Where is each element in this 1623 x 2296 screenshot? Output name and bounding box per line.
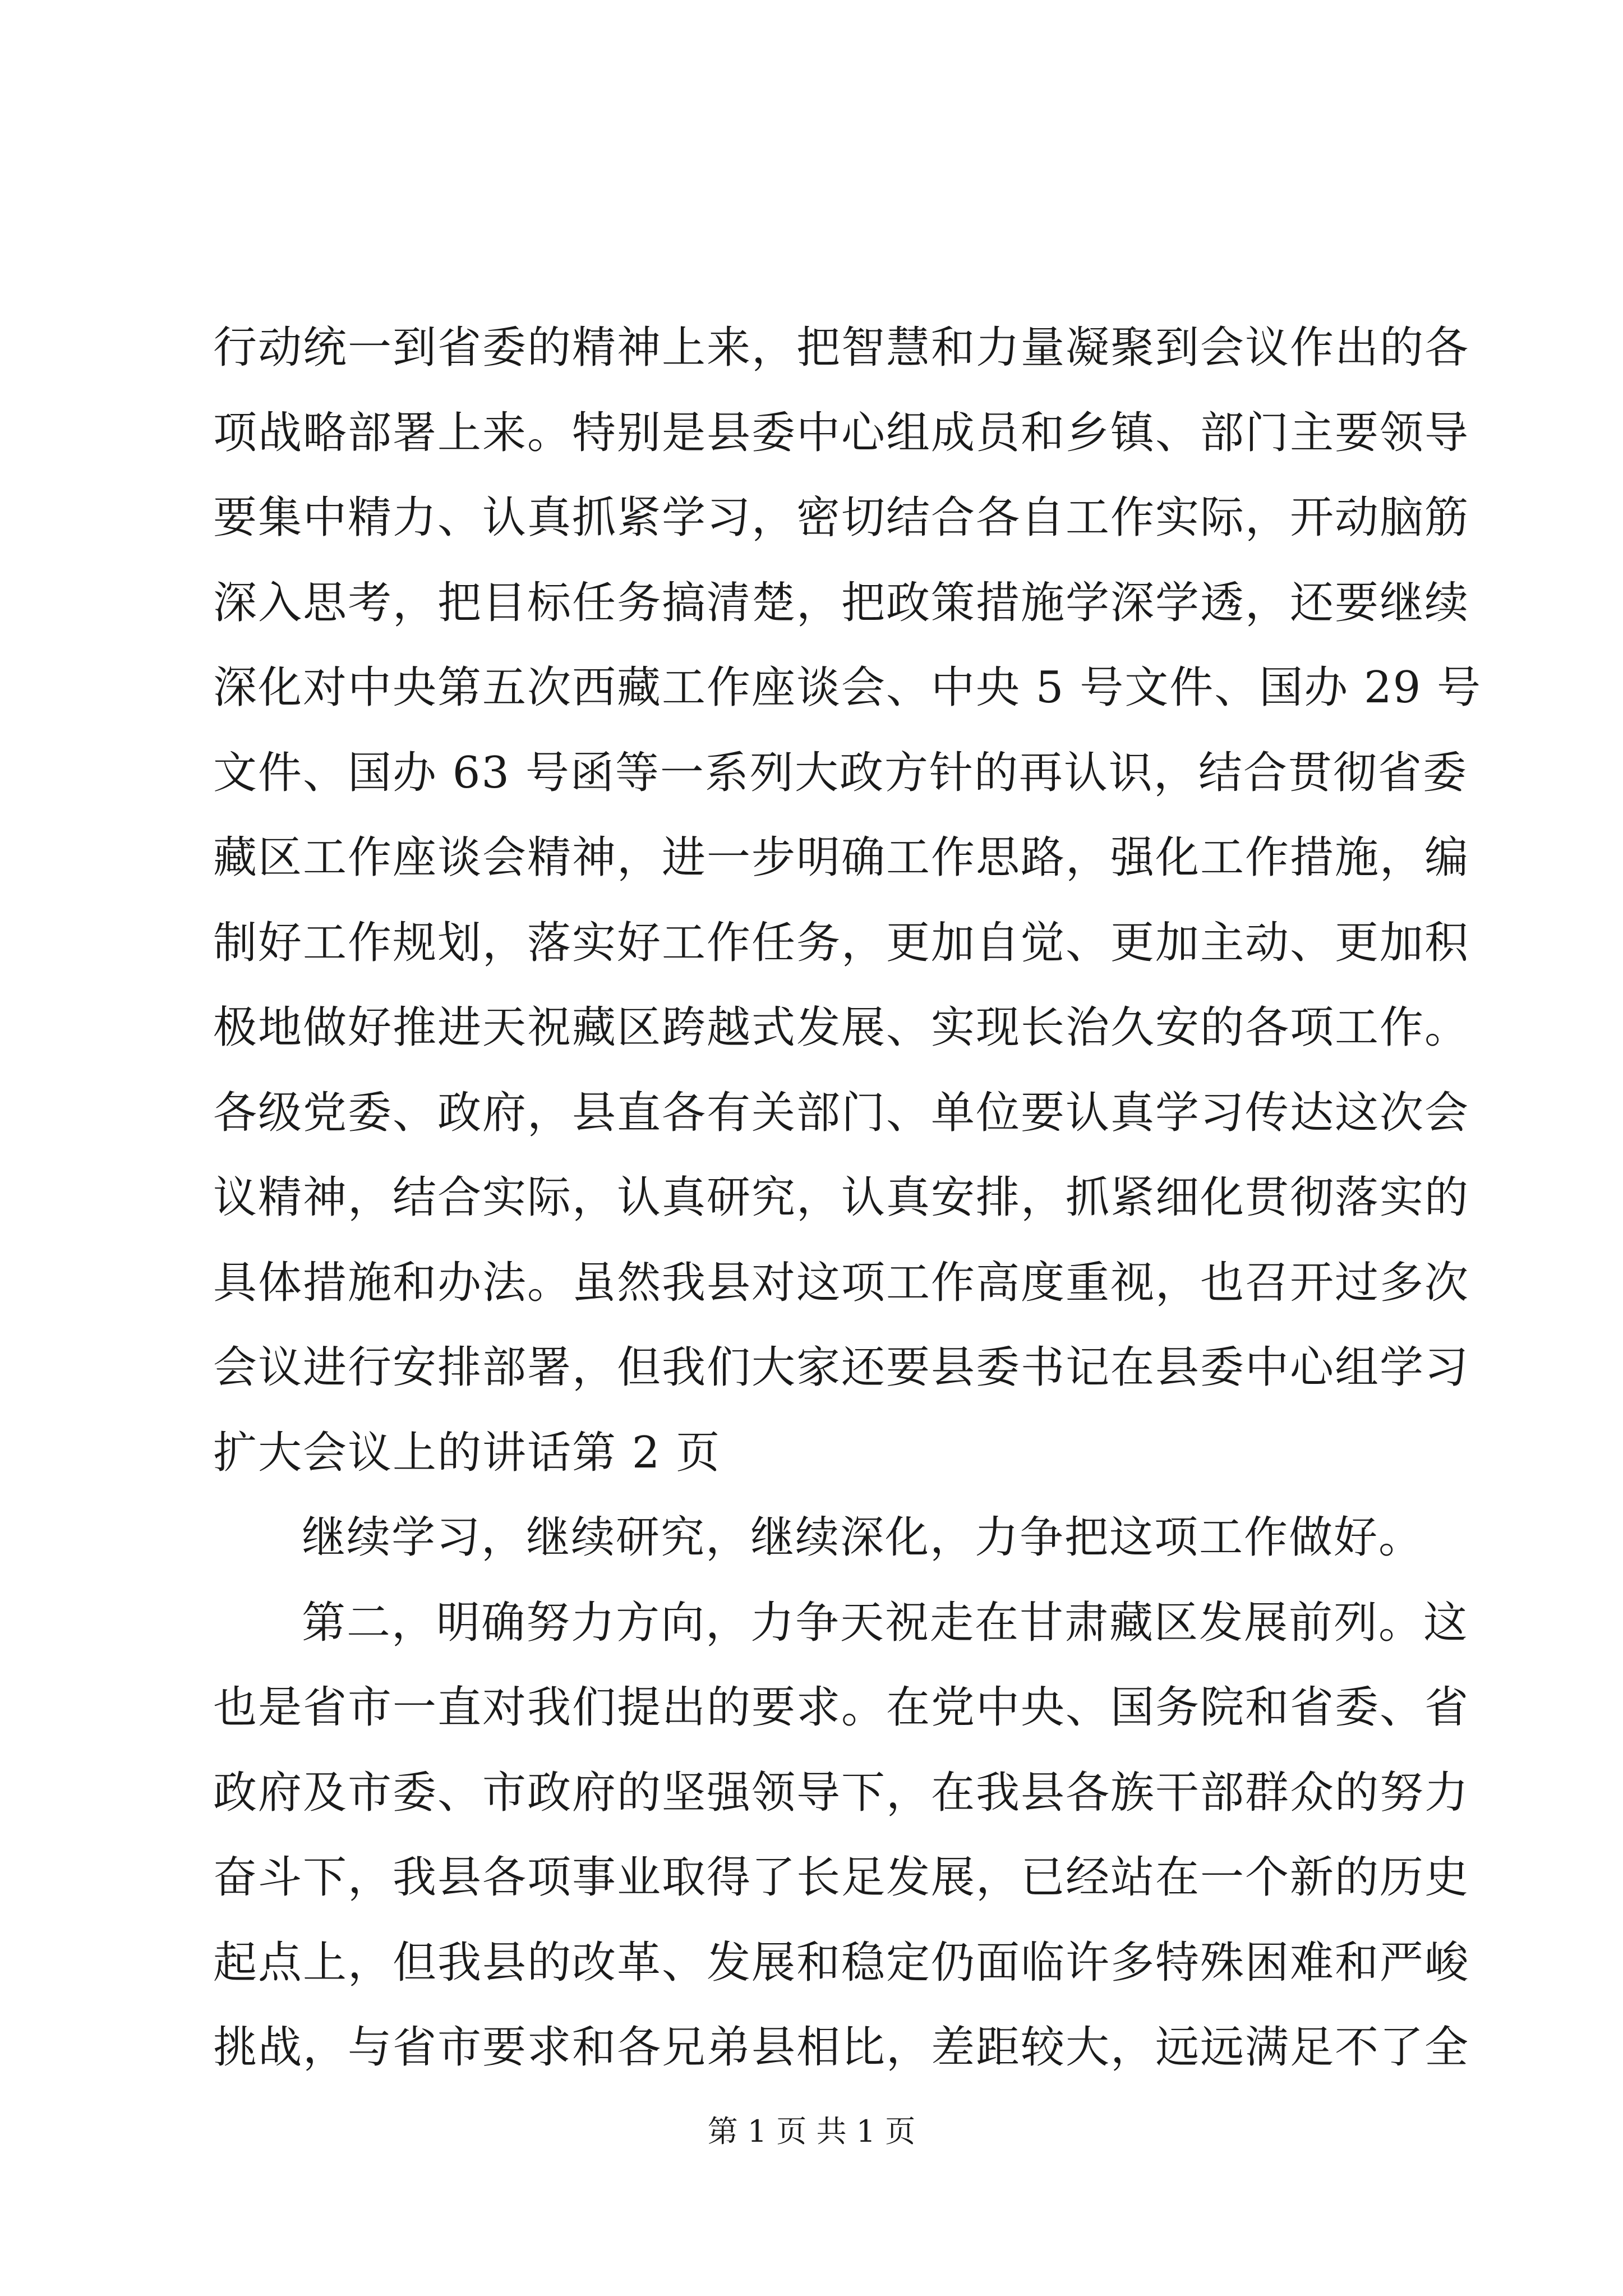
text-line: 文件、国办 63 号函等一系列大政方针的再认识，结合贯彻省委: [213, 747, 1468, 798]
text-line: 奋斗下，我县各项事业取得了长足发展，已经站在一个新的历史: [213, 1852, 1470, 1903]
document-body: [213, 306, 1482, 2091]
text-line: 议精神，结合实际，认真研究，认真安排，抓紧细化贯彻落实的: [213, 1172, 1470, 1223]
text-line: 扩大会议上的讲话第 2 页: [213, 1427, 721, 1478]
text-line: 制好工作规划，落实好工作任务，更加自觉、更加主动、更加积: [213, 917, 1470, 968]
paragraph-first-line: 第二，明确努力方向，力争天祝走在甘肃藏区发展前列。这: [302, 1597, 1469, 1648]
text-line: 行动统一到省委的精神上来，把智慧和力量凝聚到会议作出的各: [213, 323, 1470, 373]
text-line: 要集中精力、认真抓紧学习，密切结合各自工作实际，开动脑筋: [213, 493, 1470, 543]
text-line: 深化对中央第五次西藏工作座谈会、中央 5 号文件、国办 29 号: [213, 662, 1482, 713]
text-line: 也是省市一直对我们提出的要求。在党中央、国务院和省委、省: [213, 1682, 1470, 1733]
text-line: 深入思考，把目标任务搞清楚，把政策措施学深学透，还要继续: [213, 577, 1470, 628]
text-line: 起点上，但我县的改革、发展和稳定仍面临许多特殊困难和严峻: [213, 1937, 1470, 1988]
text-line: 项战略部署上来。特别是县委中心组成员和乡镇、部门主要领导: [213, 407, 1470, 458]
text-line: 挑战，与省市要求和各兄弟县相比，差距较大，远远满足不了全: [213, 2022, 1470, 2073]
text-line: 会议进行安排部署，但我们大家还要县委书记在县委中心组学习: [213, 1342, 1470, 1393]
text-line: 极地做好推进天祝藏区跨越式发展、实现长治久安的各项工作。: [213, 1002, 1470, 1053]
page-footer: 第 1 页 共 1 页: [707, 2114, 916, 2149]
text-line: 各级党委、政府，县直各有关部门、单位要认真学习传达这次会: [213, 1087, 1470, 1138]
text-line: 藏区工作座谈会精神，进一步明确工作思路，强化工作措施，编: [213, 832, 1470, 883]
text-line: 政府及市委、市政府的坚强领导下，在我县各族干部群众的努力: [213, 1767, 1470, 1818]
paragraph-first-line: 继续学习，继续研究，继续深化，力争把这项工作做好。: [302, 1512, 1424, 1563]
text-line: 具体措施和办法。虽然我县对这项工作高度重视，也召开过多次: [213, 1257, 1470, 1308]
